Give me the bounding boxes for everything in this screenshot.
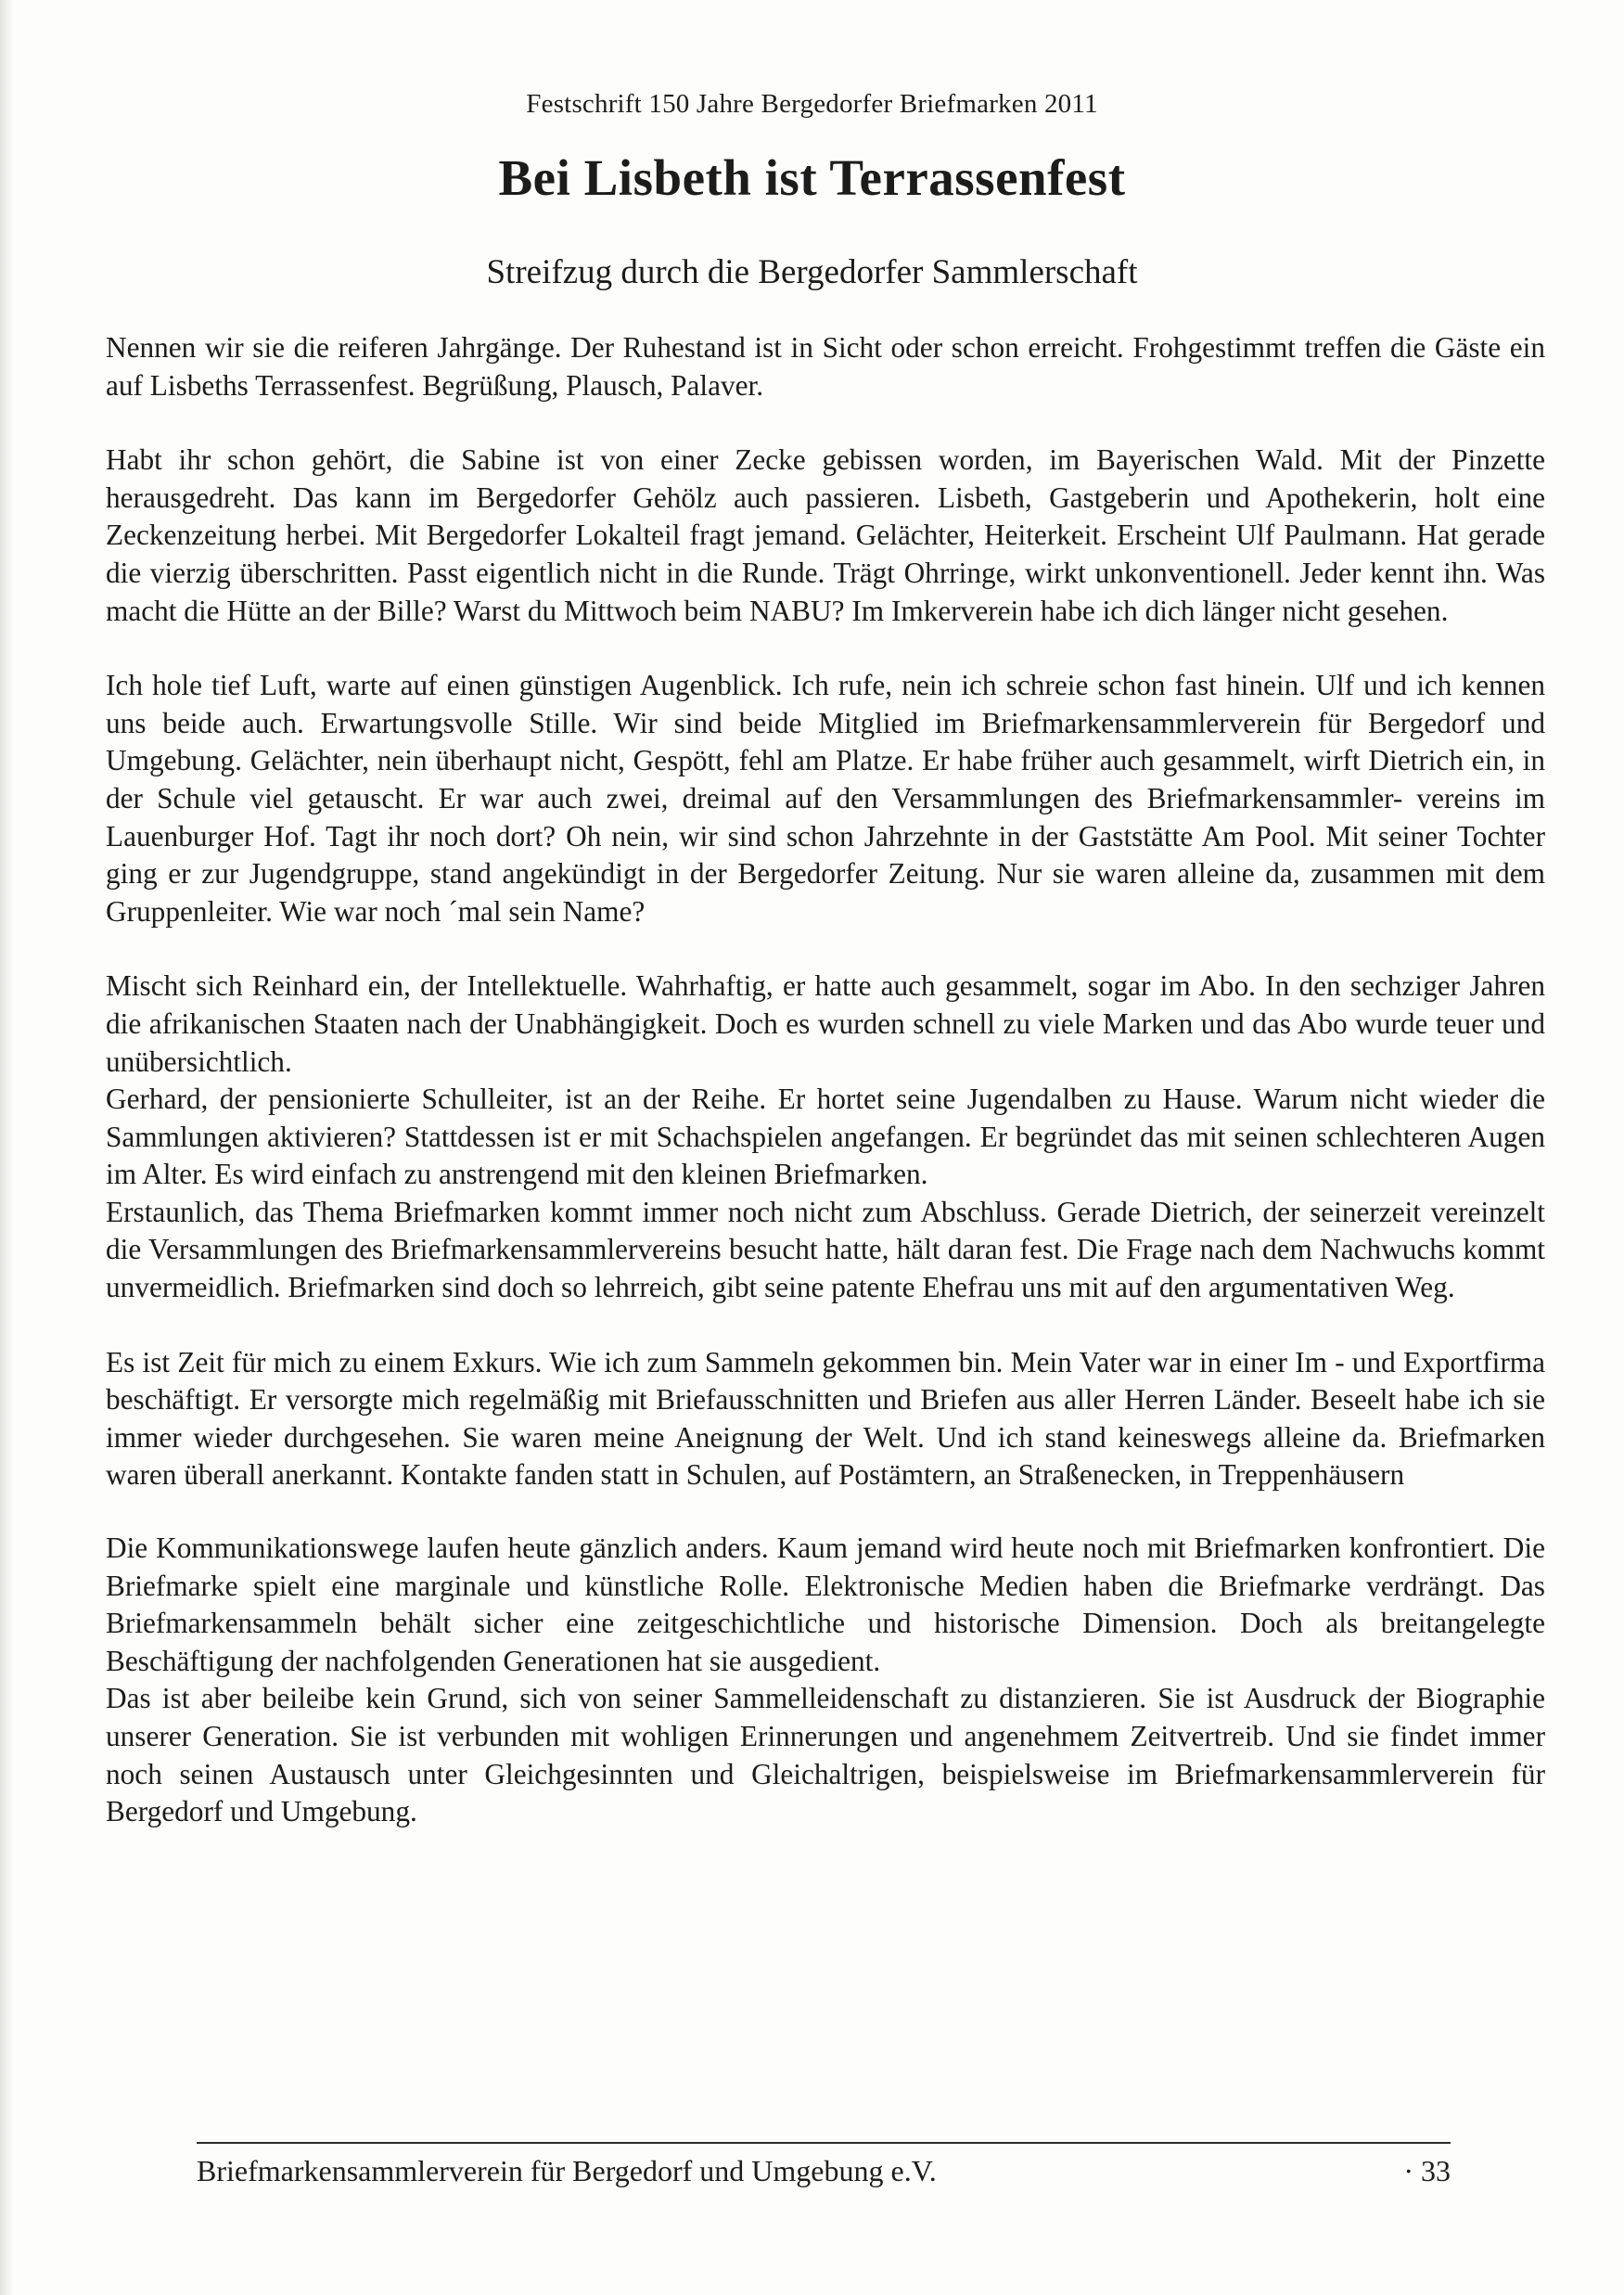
paragraph: Habt ihr schon gehört, die Sabine ist von einer Zecke gebissen worden, im Bayerischen Wald. Mit der Pinzette herausgedreht. Das kann im Bergedorfer Gehölz auch passieren. Lisbeth, Gastgeberin und Apothekerin, holt eine Zeckenzeitung herbei. Mit Bergedorfer Lokalteil fragt jemand. Gelächter, Heiterkeit. Erscheint Ulf Paulmann. Hat gerade die vierzig überschritten. Passt eigentlich nicht in die Runde. Trägt Ohrringe, wirkt unkonventionell. Jeder kennt ihn. Was macht die Hütte an der Bille? Warst du Mittwoch beim NABU? Im Imkerverein habe ich dich länger nicht gesehen. bbox=[106, 443, 1545, 627]
article-title: Bei Lisbeth ist Terrassenfest bbox=[498, 149, 1126, 206]
paragraph: Ich hole tief Luft, warte auf einen günstigen Augenblick. Ich rufe, nein ich schreie schon fast hinein. Ulf und ich kennen uns beide auch. Erwartungsvolle Stille. Wir sind beide Mitglied im Briefmarkensammlerverein für Bergedorf und Umgebung. Gelächter, nein überhaupt nicht, Gespött, fehl am Platze. Er habe früher auch gesammelt, wirft Dietrich ein, in der Schule viel getauscht. Er war auch zwei, dreimal auf den Versammlungen des Briefmarkensammler- vereins im Lauenburger Hof. Tagt ihr noch dort? Oh nein, wir sind schon Jahrzehnte in der Gaststätte Am Pool. Mit seiner Tochter ging er zur Jugendgruppe, stand angekündigt in der Bergedorfer Zeitung. Nur sie waren alleine da, zusammen mit dem Gruppenleiter. Wie war noch ´mal sein Name? bbox=[106, 669, 1545, 928]
paragraph: Erstaunlich, das Thema Briefmarken kommt immer noch nicht zum Abschluss. Gerade Dietrich, der seinerzeit vereinzelt die Versammlungen des Briefmarkensammlervereins besucht hatte, hält daran fest. Die Frage nach dem Nachwuchs kommt unvermeidlich. Briefmarken sind doch so lehrreich, gibt seine patente Ehefrau uns mit auf den argumentativen Weg. bbox=[106, 1195, 1545, 1304]
page-number: · 33 bbox=[1403, 2154, 1451, 2187]
paragraph: Die Kommunikationswege laufen heute gänzlich anders. Kaum jemand wird heute noch mit Briefmarken konfrontiert. Die Briefmarke spielt eine marginale und künstliche Rolle. Elektronische Medien haben die Briefmarke verdrängt. Das Briefmarkensammeln behält sicher eine zeitgeschichtliche und historische Dimension. Doch als breitangelegte Beschäftigung der nachfolgenden Generationen hat sie ausgedient. bbox=[106, 1532, 1545, 1677]
footer-rule bbox=[197, 2142, 1451, 2144]
paragraph: Gerhard, der pensionierte Schulleiter, ist an der Reihe. Er hortet seine Jugendalben zu Hause. Warum nicht wieder die Sammlungen aktivieren? Stattdessen ist er mit Schachspielen angefangen. Er begründet das mit seinen schlechteren Augen im Alter. Es wird einfach zu anstrengend mit den kleinen Briefmarken. bbox=[106, 1083, 1545, 1191]
article-body bbox=[106, 329, 1545, 1831]
running-header: Festschrift 150 Jahre Bergedorfer Briefmarken 2011 bbox=[526, 89, 1098, 119]
paragraph: Mischt sich Reinhard ein, der Intellektuelle. Wahrhaftig, er hatte auch gesammelt, sogar im Abo. In den sechziger Jahren die afrikanischen Staaten nach der Unabhängigkeit. Doch es wurden schnell zu viele Marken und das Abo wurde teuer und unübersichtlich. bbox=[106, 969, 1545, 1078]
footer-organization: Briefmarkensammlerverein für Bergedorf und Umgebung e.V. bbox=[197, 2154, 937, 2187]
article-subtitle: Streifzug durch die Bergedorfer Sammlerschaft bbox=[486, 253, 1138, 291]
paragraph: Es ist Zeit für mich zu einem Exkurs. Wie ich zum Sammeln gekommen bin. Mein Vater war in einer Im - und Exportfirma beschäftigt. Er versorgte mich regelmäßig mit Briefausschnitten und Briefen aus aller Herren Länder. Beseelt habe ich sie immer wieder durchgesehen. Sie waren meine Aneignung der Welt. Und ich stand keineswegs alleine da. Briefmarken waren überall anerkannt. Kontakte fanden statt in Schulen, auf Postämtern, an Straßenecken, in Treppenhäusern bbox=[106, 1345, 1545, 1492]
paragraph: Das ist aber beileibe kein Grund, sich von seiner Sammelleidenschaft zu distanzieren. Sie ist Ausdruck der Biographie unserer Generation. Sie ist verbunden mit wohligen Erinnerungen und angenehmem Zeitvertreib. Und sie findet immer noch seinen Austausch unter Gleichgesinnten und Gleichaltrigen, beispielsweise im Briefmarkensammlerverein für Bergedorf und Umgebung. bbox=[106, 1682, 1545, 1828]
paragraph: Nennen wir sie die reiferen Jahrgänge. Der Ruhestand ist in Sicht oder schon erreicht. Frohgestimmt treffen die Gäste ein auf Lisbeths Terrassenfest. Begrüßung, Plausch, Palaver. bbox=[106, 331, 1545, 402]
